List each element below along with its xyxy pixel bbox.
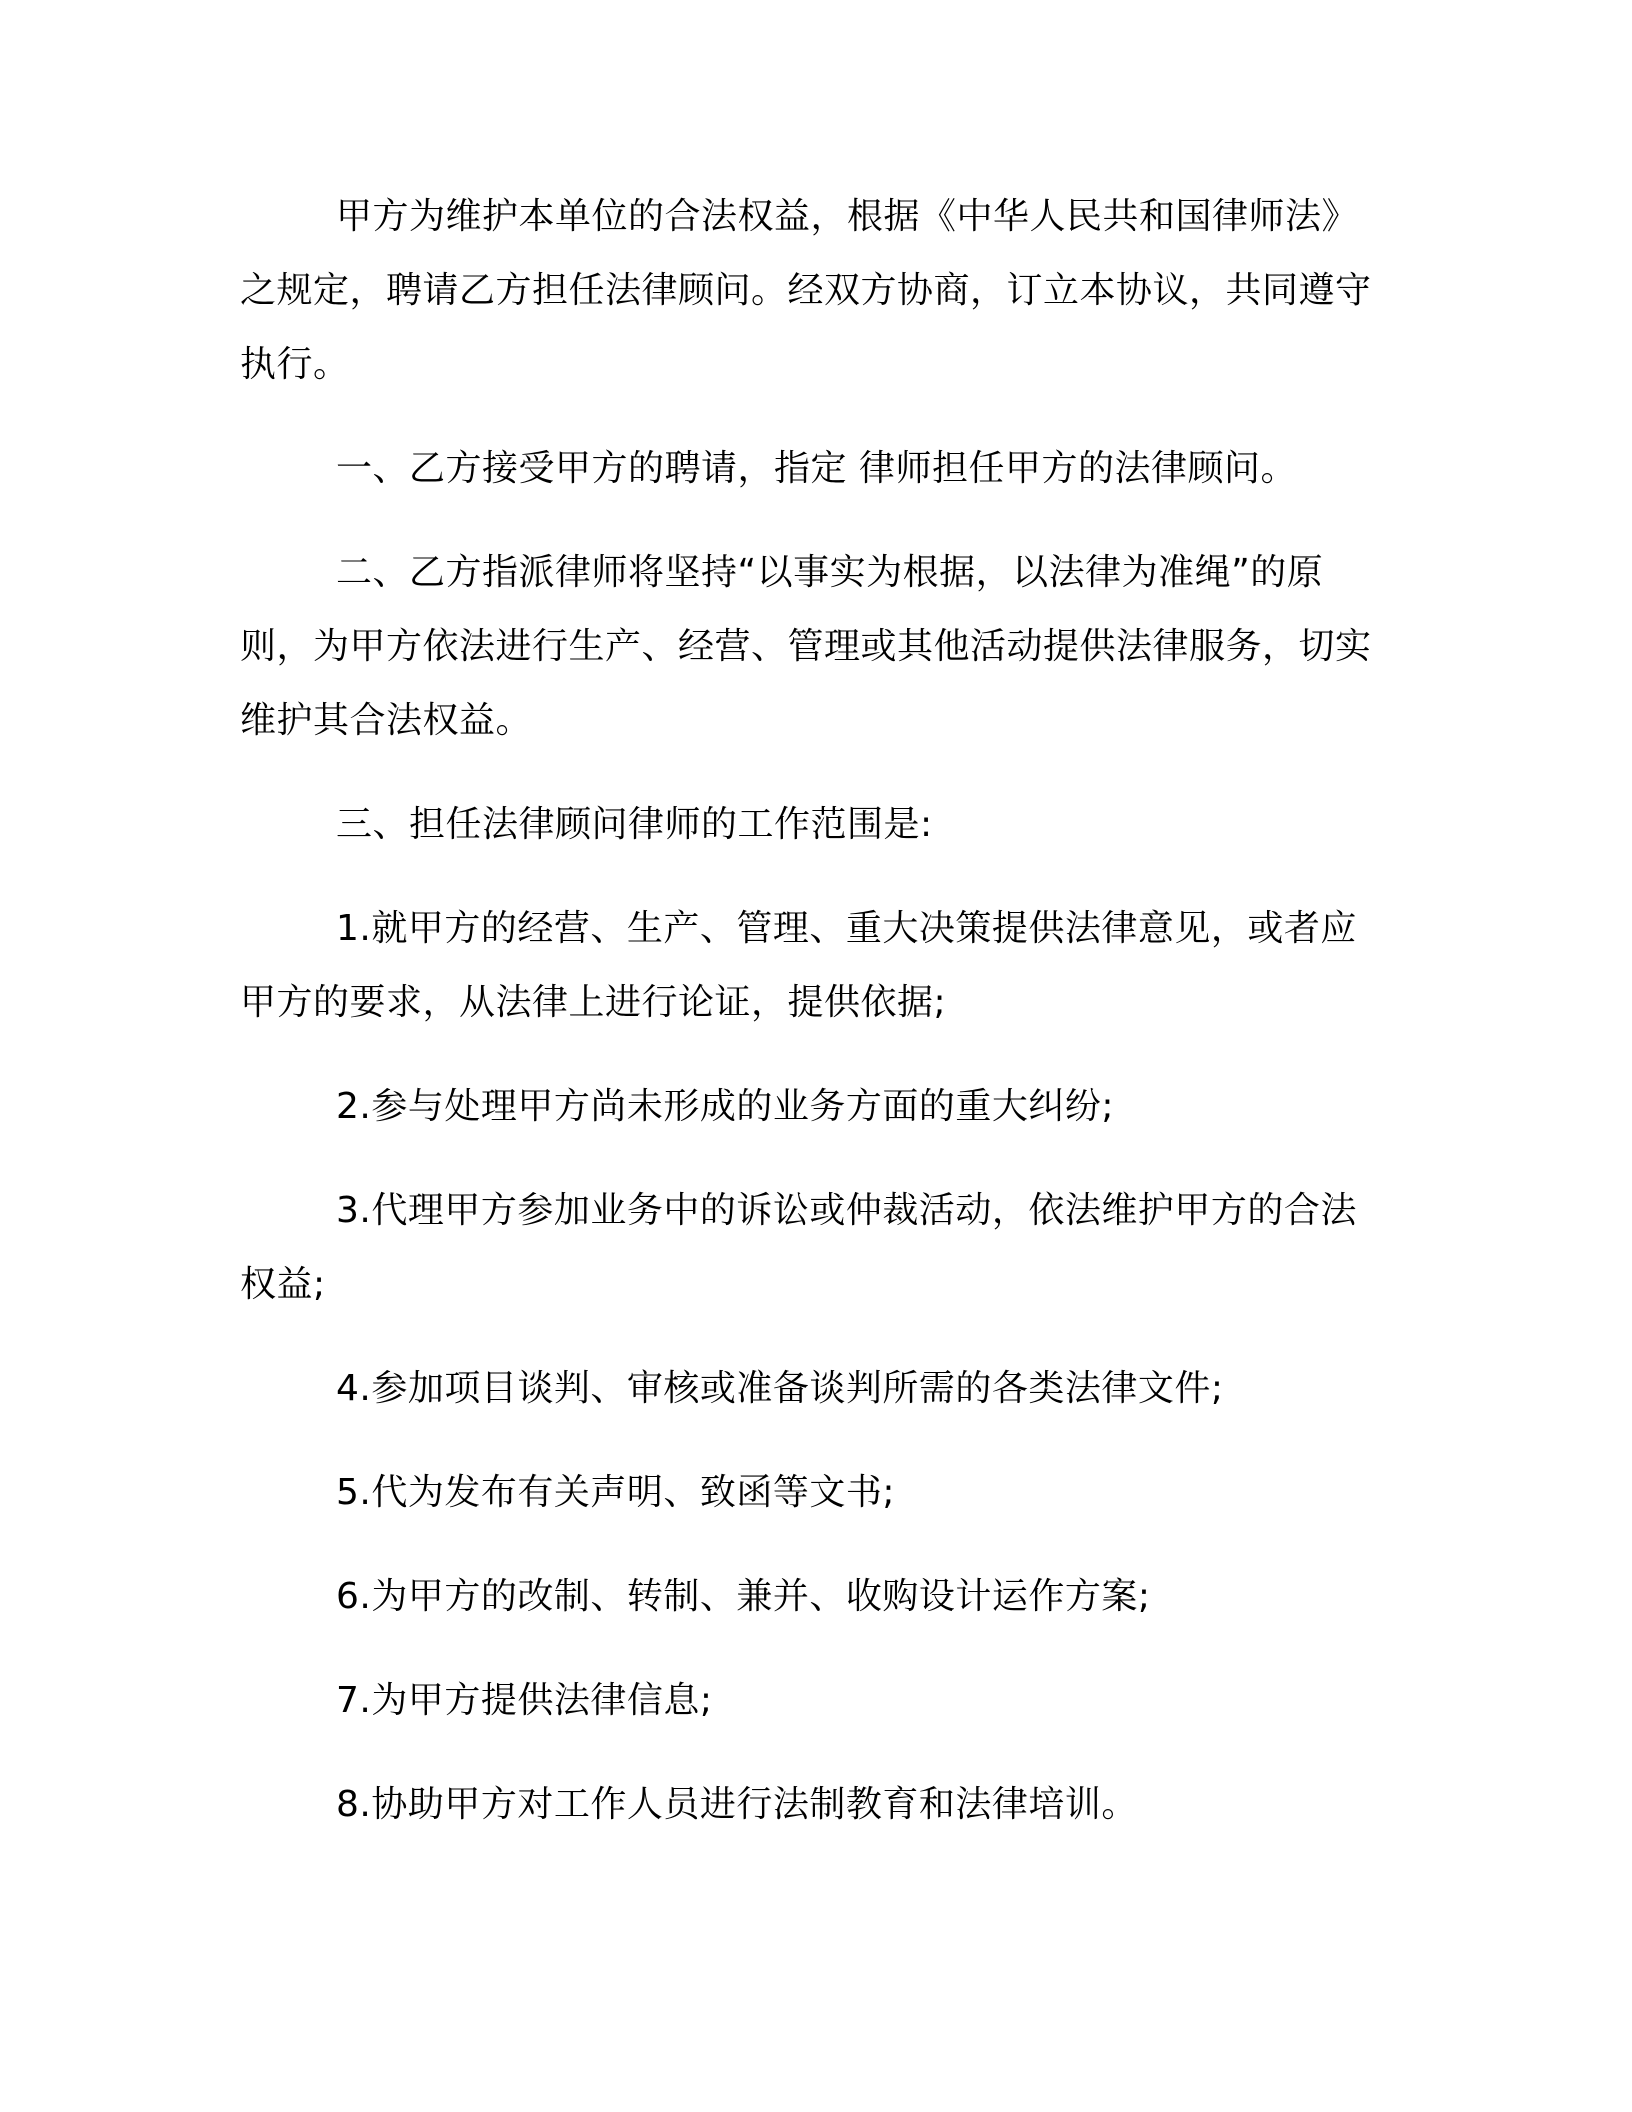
scope-item-5: 5.代为发布有关声明、致函等文书; <box>336 1472 895 1513</box>
clause-1-paragraph: 一、乙方接受甲方的聘请，指定 律师担任甲方的法律顾问。 <box>336 448 1297 489</box>
scope-item-1: 1.就甲方的经营、生产、管理、重大决策提供法律意见，或者应甲方的要求，从法律上进行论证，提供依据; <box>240 908 1357 1023</box>
clause-3-paragraph: 三、担任法律顾问律师的工作范围是: <box>336 804 933 845</box>
scope-item-6: 6.为甲方的改制、转制、兼并、收购设计运作方案; <box>336 1576 1151 1617</box>
intro-paragraph: 甲方为维护本单位的合法权益，根据《中华人民共和国律师法》之规定，聘请乙方担任法律顾问。经双方协商，订立本协议，共同遵守执行。 <box>240 196 1372 385</box>
scope-item-2: 2.参与处理甲方尚未形成的业务方面的重大纠纷; <box>336 1086 1114 1127</box>
scope-item-8: 8.协助甲方对工作人员进行法制教育和法律培训。 <box>336 1784 1138 1825</box>
clause-2-paragraph: 二、乙方指派律师将坚持“以事实为根据，以法律为准绳”的原则，为甲方依法进行生产、经营、管理或其他活动提供法律服务，切实维护其合法权益。 <box>240 552 1372 741</box>
scope-item-4: 4.参加项目谈判、审核或准备谈判所需的各类法律文件; <box>336 1368 1224 1409</box>
scope-item-7: 7.为甲方提供法律信息; <box>336 1680 713 1721</box>
document-body <box>240 180 1375 1872</box>
scope-item-3: 3.代理甲方参加业务中的诉讼或仲裁活动，依法维护甲方的合法权益; <box>240 1190 1357 1305</box>
